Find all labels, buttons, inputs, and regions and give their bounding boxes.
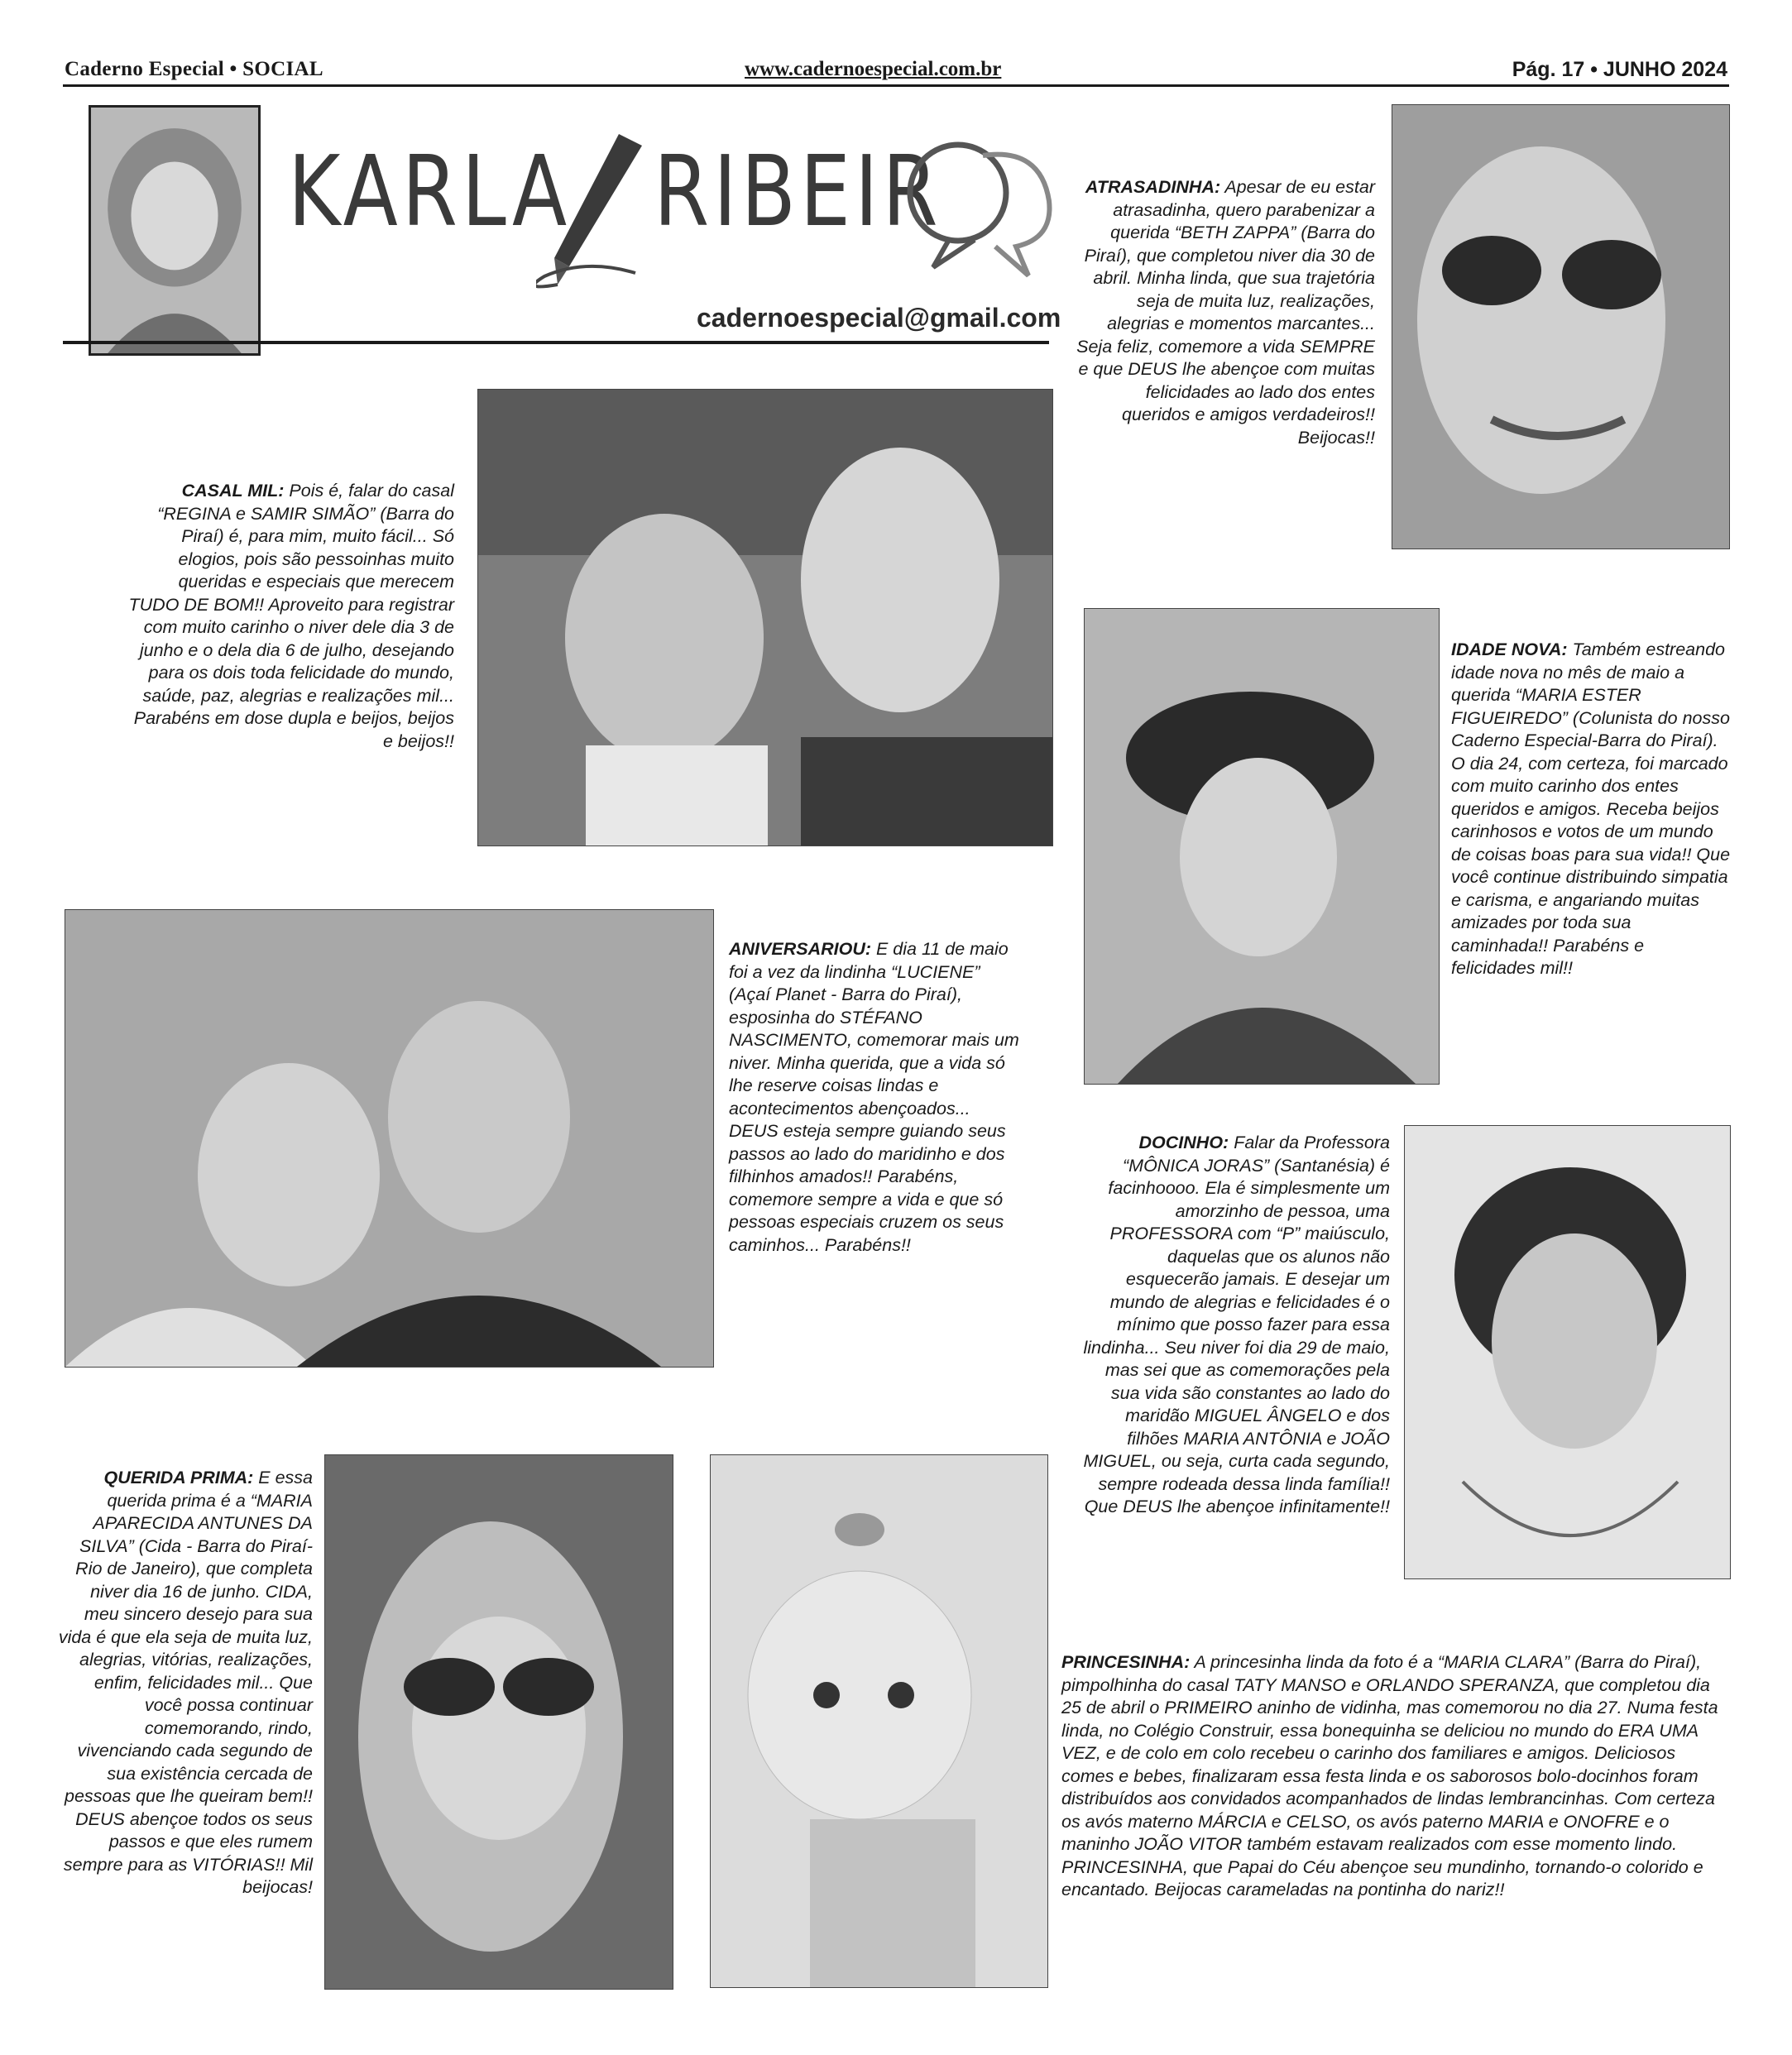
columnist-photo (89, 105, 261, 356)
contact-email[interactable]: cadernoespecial@gmail.com (697, 303, 1061, 333)
article-querida-prima: QUERIDA PRIMA: E essa querida prima é a “MARIA APARECIDA ANTUNES DA SILVA” (Cida - Barra do Piraí-Rio de Janeiro), que completa niver dia 16 de junho. CIDA, meu sincero desejo para sua vida é que ela seja de muita luz, alegrias, vitórias, realizações, enfim, felicidades mil... Que você possa continuar comemorando, rindo, vivenciando cada segundo de sua existência cercada de pessoas que lhe queiram bem!! DEUS abençoe todos os seus passos e que eles rumem sempre para as VITÓRIAS!! Mil beijocas! (58, 1468, 313, 1897)
article-casal-mil: CASAL MIL: Pois é, falar do casal “REGINA e SAMIR SIMÃO” (Barra do Piraí) é, para mim, muito fácil... Só elogios, pois são pessoinhas muito queridas e especiais que merecem TUDO DE BOM!! Aproveito para registrar com muito carinho o niver dele dia 3 de junho e o dela dia 6 de julho, desejando para os dois toda felicidade do mundo, saúde, paz, alegrias e realizações mil... Parabéns em dose dupla e beijos, beijos e beijos!! (128, 481, 454, 751)
article-princesinha: PRINCESINHA: A princesinha linda da foto é a “MARIA CLARA” (Barra do Piraí), pimpolhinha do casal TATY MANSO e ORLANDO SPERANZA, que completou dia 25 de abril o PRIMEIRO aninho de vidinha, mas comemorou no dia 27. Numa festa linda, no Colégio Construir, essa bonequinha se deliciou no mundo do ERA UMA VEZ, e de colo em colo recebeu o carinho dos familiares e amigos. Deliciosos comes e bebes, finalizaram essa festa linda e os saborosos bolo-docinhos foram distribuídos aos convidados acompanhados de lindas lembrancinhas. Com certeza os avós materno MÁRCIA e CELSO, os avós paterno MARIA e ONOFRE e o maninho JOÃO VITOR também estavam realizados com esse momento lindo. PRINCESINHA, que Papai do Céu abençoe seu mundinho, tornando-o colorido e encantado. Beijocas carameladas na pontinha do nariz!! (1061, 1652, 1718, 1899)
article-idade-nova: IDADE NOVA: Também estreando idade nova no mês de maio a querida “MARIA ESTER FIGUEIREDO” (Colunista do nosso Caderno Especial-Barra do Piraí). O dia 24, com certeza, foi marcado com muito carinho dos entes queridos e amigos. Receba beijos carinhosos e votos de um mundo de coisas boas para sua vida!! Que você continue distribuindo simpatia e carisma, e angariando muitas amizades por toda sua caminhada!! Parabéns e felicidades mil!! (1451, 639, 1731, 978)
photo-monica-joras (1404, 1125, 1731, 1579)
banner-name-first: KARLA (288, 134, 572, 248)
photo-regina-samir (477, 389, 1053, 846)
photo-beth-zappa (1392, 104, 1730, 549)
header-rule (63, 84, 1729, 87)
section-label: Caderno Especial • SOCIAL (65, 58, 323, 80)
banner-name-last: RIBEIR (654, 134, 942, 248)
banner-rule (63, 341, 1049, 344)
site-url[interactable]: www.cadernoespecial.com.br (745, 58, 1002, 80)
article-aniversariou: ANIVERSARIOU: E dia 11 de maio foi a vez da lindinha “LUCIENE” (Açaí Planet - Barra do Piraí), esposinha do STÉFANO NASCIMENTO, comemorar mais um niver. Minha querida, que a vida só lhe reserve coisas lindas e acontecimentos abençoados... DEUS esteja sempre guiando seus passos ao lado do maridinho e dos filhinhos amados!! Parabéns, comemore sempre a vida e que só pessoas especiais cruzem os seus caminhos... Parabéns!! (729, 939, 1019, 1255)
pen-icon (536, 126, 652, 291)
article-atrasadinha: ATRASADINHA: Apesar de eu estar atrasadinha, quero parabenizar a querida “BETH ZAPPA” (Barra do Piraí), que completou niver dia 30 de abril. Minha linda, que sua trajetória seja de muita luz, realizações, alegrias e momentos marcantes... Seja feliz, comemore a vida SEMPRE e que DEUS lhe abençoe com muitas felicidades ao lado dos entes queridos e amigos verdadeiros!! Beijocas!! (1076, 177, 1375, 448)
photo-luciene-stefano (65, 909, 714, 1368)
page-number: Pág. 17 • JUNHO 2024 (1512, 58, 1727, 81)
speech-bubble-icon (892, 122, 1057, 280)
photo-maria-aparecida (324, 1454, 673, 1990)
article-docinho: DOCINHO: Falar da Professora “MÔNICA JORAS” (Santanésia) é facinhoooo. Ela é simplesmente um amorzinho de pessoa, uma PROFESSORA com “P” maiúsculo, daquelas que os alunos não esquecerão jamais. E desejar um mundo de alegrias e felicidades é o mínimo que posso fazer para essa lindinha... Seu niver foi dia 29 de maio, mas sei que as comemorações pela sua vida são constantes ao lado do maridão MIGUEL ÂNGELO e dos filhões MARIA ANTÔNIA e JOÃO MIGUEL, ou seja, curta cada segundo, sempre rodeada dessa linda família!! Que DEUS lhe abençoe infinitamente!! (1083, 1133, 1390, 1516)
photo-maria-clara (710, 1454, 1048, 1988)
photo-maria-ester (1084, 608, 1440, 1085)
